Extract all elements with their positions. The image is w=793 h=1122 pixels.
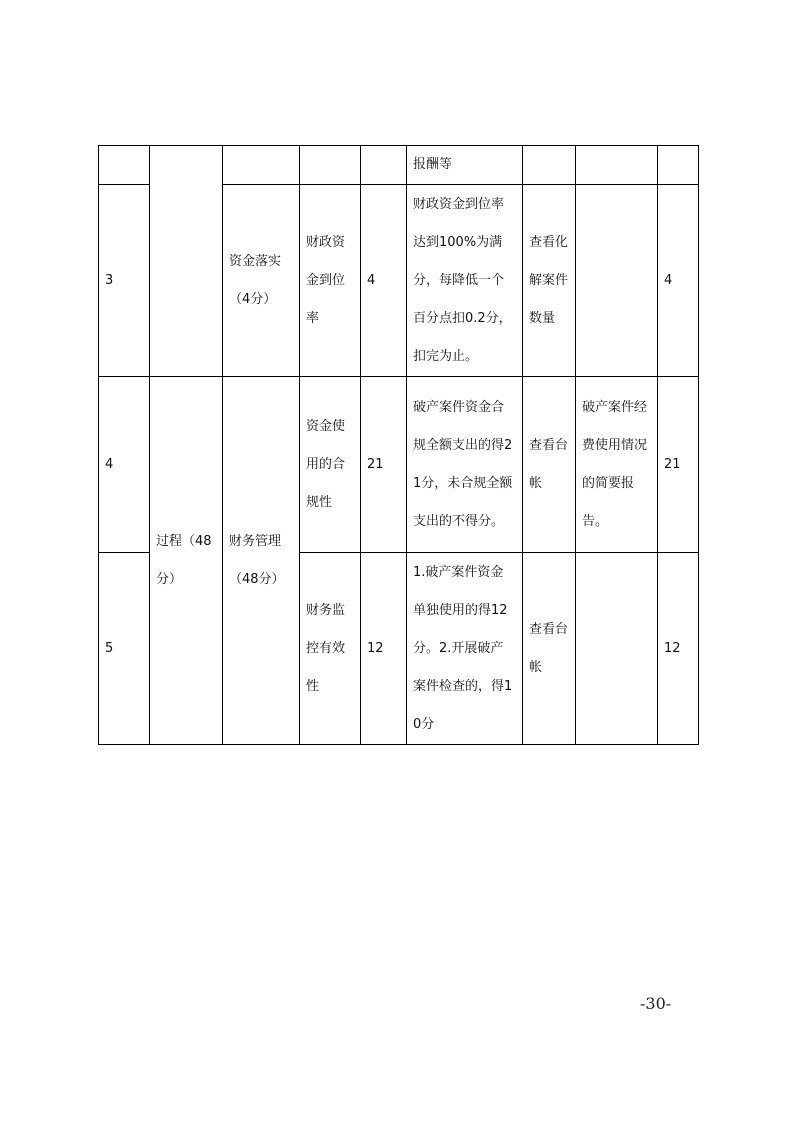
- cell-remark: 破产案件经费使用情况的简要报告。: [576, 377, 658, 553]
- page-number: -30-: [640, 994, 672, 1013]
- cell-score: [361, 146, 407, 185]
- cell-score: 4: [361, 185, 407, 377]
- cell-remark: [576, 185, 658, 377]
- cell-no: 5: [99, 553, 150, 745]
- cell-criteria: 破产案件资金合规全额支出的得21分，未合规全额支出的不得分。: [407, 377, 523, 553]
- cell-method: [523, 146, 576, 185]
- cell-lvl1: 过程（48分）: [150, 377, 223, 745]
- cell-lvl2: 财务管理（48分）: [223, 377, 300, 745]
- cell-lvl3: [300, 146, 361, 185]
- cell-lvl3: 财务监控有效性: [300, 553, 361, 745]
- cell-criteria: 报酬等: [407, 146, 523, 185]
- cell-got: 12: [658, 553, 699, 745]
- cell-lvl3: 财政资金到位率: [300, 185, 361, 377]
- cell-remark: [576, 553, 658, 745]
- evaluation-table: [98, 145, 699, 745]
- cell-no: [99, 146, 150, 185]
- cell-no: 4: [99, 377, 150, 553]
- table-row: [99, 377, 699, 553]
- cell-remark: [576, 146, 658, 185]
- table-row: [99, 146, 699, 185]
- cell-score: 12: [361, 553, 407, 745]
- cell-method: 查看化解案件数量: [523, 185, 576, 377]
- cell-lvl2: 资金落实（4分）: [223, 185, 300, 377]
- cell-method: 查看台帐: [523, 377, 576, 553]
- cell-got: 4: [658, 185, 699, 377]
- cell-criteria: 1.破产案件资金单独使用的得12分。2.开展破产案件检查的，得10分: [407, 553, 523, 745]
- cell-method: 查看台帐: [523, 553, 576, 745]
- cell-lvl2: [223, 146, 300, 185]
- cell-got: [658, 146, 699, 185]
- cell-got: 21: [658, 377, 699, 553]
- cell-lvl1: [150, 146, 223, 377]
- cell-score: 21: [361, 377, 407, 553]
- cell-no: 3: [99, 185, 150, 377]
- cell-lvl3: 资金使用的合规性: [300, 377, 361, 553]
- cell-criteria: 财政资金到位率达到100%为满分，每降低一个百分点扣0.2分，扣完为止。: [407, 185, 523, 377]
